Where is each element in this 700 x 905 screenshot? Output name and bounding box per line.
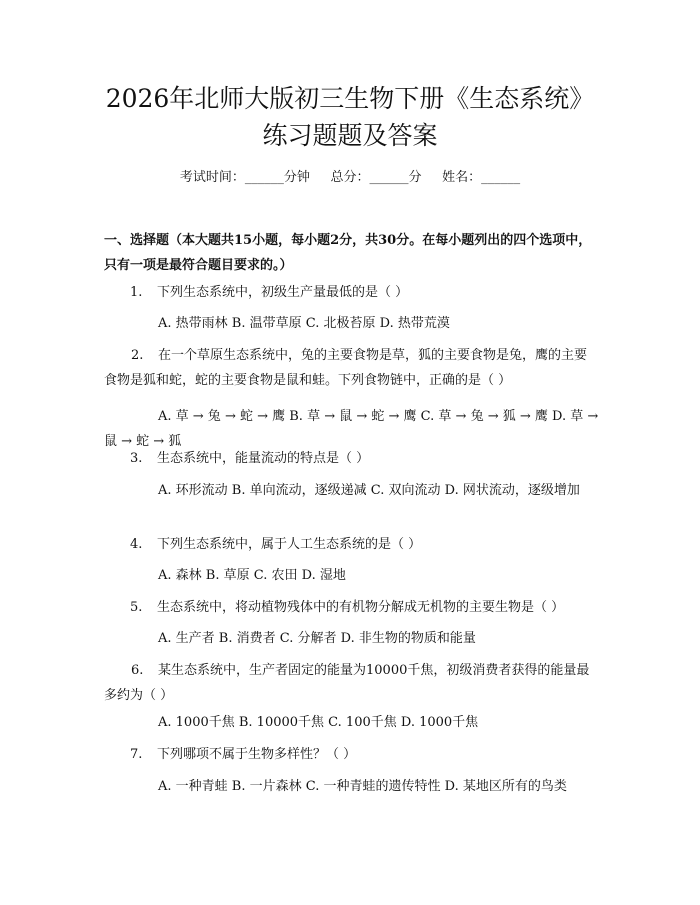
question-stem: 下列生态系统中，初级生产量最低的是（ ） bbox=[157, 285, 409, 300]
options-text: A. 热带雨林 B. 温带草原 C. 北极苔原 D. 热带荒漠 bbox=[158, 316, 450, 331]
question-number: 6. bbox=[131, 663, 144, 678]
question-3 bbox=[104, 446, 599, 471]
question-stem: 生态系统中，能量流动的特点是（ ） bbox=[157, 451, 370, 466]
question-stem: 在一个草原生态系统中，兔的主要食物是草，狐的主要食物是兔，鹰的主要食物是狐和蛇，蛇的主要食物是鼠和蛙。下列食物链中，正确的是（ ） bbox=[104, 348, 588, 388]
options-text: A. 一种青蛙 B. 一片森林 C. 一种青蛙的遗传特性 D. 某地区所有的鸟类 bbox=[158, 779, 567, 794]
question-5 bbox=[104, 595, 599, 620]
question-stem: 某生态系统中，生产者固定的能量为10000千焦，初级消费者获得的能量最多约为（ ） bbox=[104, 663, 590, 703]
question-6 bbox=[104, 658, 599, 708]
question-3-options bbox=[104, 478, 599, 503]
question-7 bbox=[104, 742, 599, 767]
options-text: A. 环形流动 B. 单向流动，逐级递减 C. 双向流动 D. 网状流动，逐级增加 bbox=[158, 483, 580, 498]
question-stem: 生态系统中，将动植物残体中的有机物分解成无机物的主要生物是（ ） bbox=[157, 600, 565, 615]
question-6-options bbox=[104, 710, 599, 735]
question-5-options bbox=[104, 626, 599, 651]
question-7-options bbox=[104, 774, 599, 799]
document-title-line-1: 2026年北师大版初三生物下册《生态系统》 bbox=[105, 84, 595, 113]
question-number: 5. bbox=[130, 600, 143, 615]
options-text: A. 生产者 B. 消费者 C. 分解者 D. 非生物的物质和能量 bbox=[158, 631, 476, 646]
options-text: A. 森林 B. 草原 C. 农田 D. 湿地 bbox=[158, 568, 346, 583]
question-2 bbox=[104, 343, 599, 393]
question-stem: 下列生态系统中，属于人工生态系统的是（ ） bbox=[157, 537, 422, 552]
question-number: 1. bbox=[130, 285, 143, 300]
question-1-options bbox=[104, 311, 599, 336]
question-number: 2. bbox=[131, 348, 144, 363]
options-text: A. 草 → 兔 → 蛇 → 鹰 B. 草 → 鼠 → 蛇 → 鹰 C. 草 → 兔 → 狐 → 鹰 D. 草 → 鼠 → 蛇 → 狐 bbox=[104, 409, 599, 449]
section-heading: 一、选择题（本大题共15小题，每小题2分，共30分。在每小题列出的四个选项中，只有一项是最符合题目要求的。） bbox=[104, 233, 592, 273]
options-text: A. 1000千焦 B. 10000千焦 C. 100千焦 D. 1000千焦 bbox=[158, 715, 479, 730]
question-number: 7. bbox=[130, 747, 143, 762]
question-4 bbox=[104, 532, 599, 557]
question-4-options bbox=[104, 563, 599, 588]
document-title-line-2: 练习题题及答案 bbox=[262, 121, 438, 150]
question-stem: 下列哪项不属于生物多样性？（ ） bbox=[157, 747, 357, 762]
question-number: 4. bbox=[130, 537, 143, 552]
question-1 bbox=[104, 280, 599, 305]
exam-info-line: 考试时间：______分钟 总分：______分 姓名：______ bbox=[179, 170, 521, 185]
question-number: 3. bbox=[130, 451, 143, 466]
